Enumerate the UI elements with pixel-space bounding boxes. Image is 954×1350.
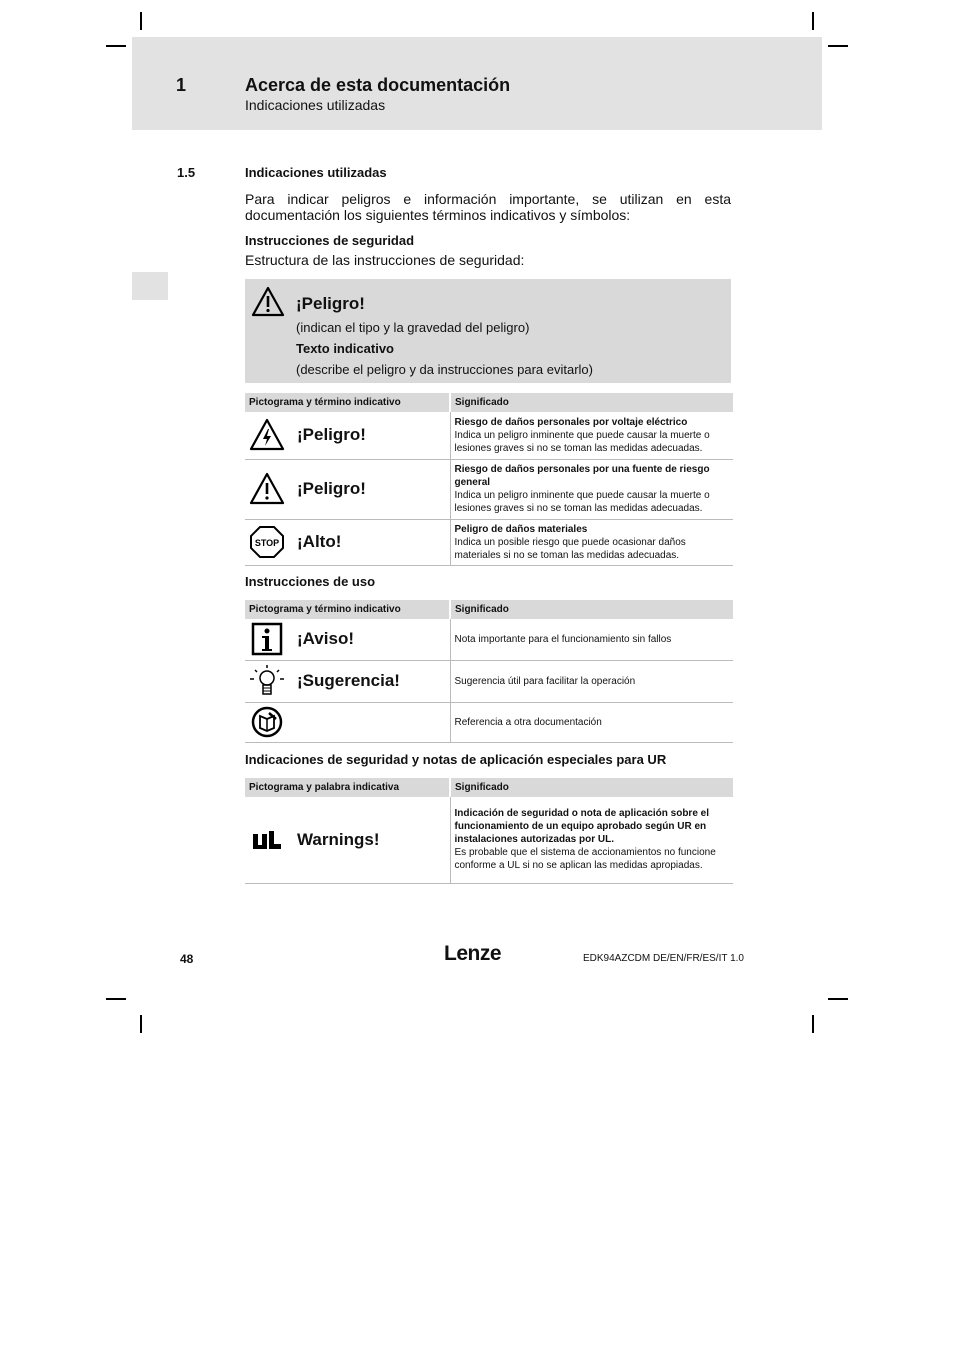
crop-mark [106,998,126,1000]
crop-mark [106,45,126,47]
table-row [245,412,733,459]
crop-mark [828,998,848,1000]
section-number: 1.5 [177,165,196,180]
meaning-text: Es probable que el sistema de accionamientos no funcione conforme a UL si no se aplican las medidas apropiadas. [454,847,716,872]
danger-line-3: (describe el peligro y da instrucciones para evitarlo) [296,362,593,377]
pictogram-label: ¡Peligro! [297,479,366,498]
table-row [245,702,733,742]
crop-mark [828,45,848,47]
pictogram-label: ¡Sugerencia! [297,671,400,690]
chapter-title: Acerca de esta documentación [245,75,511,95]
meaning-text: Indica un posible riesgo que puede ocasionar daños materiales si no se toman las medidas adecuadas. [454,536,686,561]
crop-mark [140,12,142,30]
danger-line-1: (indican el tipo y la gravedad del peligro) [296,320,530,335]
electric-hazard-icon [249,418,285,452]
table-header-meaning: Significado [450,778,733,797]
safety-structure-text: Estructura de las instrucciones de seguridad: [245,252,525,268]
meaning-text: Indica un peligro inminente que puede causar la muerte o lesiones graves si no se toman las medidas adecuadas. [454,429,710,454]
lightbulb-icon [249,664,285,698]
info-icon [249,622,285,656]
reference-book-icon [249,705,285,739]
table-header-pictogram: Pictograma y palabra indicativa [245,778,450,797]
general-hazard-icon [249,472,285,506]
ur-heading: Indicaciones de seguridad y notas de aplicación especiales para UR [245,752,667,767]
document-id: EDK94AZCDM DE/EN/FR/ES/IT 1.0 [583,953,744,964]
table-row [245,660,733,702]
chapter-subtitle: Indicaciones utilizadas [245,97,386,113]
safety-pictogram-table [245,393,733,566]
table-header-pictogram: Pictograma y término indicativo [245,393,450,412]
table-row [245,519,733,565]
meaning-title: Indicación de seguridad o nota de aplicación sobre el funcionamiento de un equipo aprobado según UR en instalaciones autorizadas por UL. [454,808,710,846]
warning-triangle-icon [251,286,285,318]
page-number: 48 [180,952,194,966]
meaning-text: Nota importante para el funcionamiento sin fallos [454,633,672,645]
side-tab [132,272,168,300]
table-header-pictogram: Pictograma y término indicativo [245,600,450,619]
table-row [245,797,733,883]
pictogram-label: ¡Peligro! [297,425,366,445]
stop-sign-text: STOP [254,538,280,548]
meaning-text: Referencia a otra documentación [454,716,602,728]
ul-mark-icon [249,823,285,857]
table-header-meaning: Significado [450,600,733,619]
meaning-title: Riesgo de daños personales por una fuente de riesgo general [454,464,710,488]
danger-title: ¡Peligro! [296,294,365,313]
meaning-title: Peligro de daños materiales [454,523,588,535]
safety-heading: Instrucciones de seguridad [245,233,415,248]
crop-mark [812,12,814,30]
table-row [245,619,733,660]
meaning-text: Sugerencia útil para facilitar la operación [454,675,636,687]
usage-pictogram-table [245,600,733,743]
danger-line-2: Texto indicativo [296,341,394,356]
table-row [245,459,733,519]
pictogram-label: ¡Aviso! [297,629,354,649]
chapter-number: 1 [176,75,187,95]
crop-mark [812,1015,814,1033]
stop-sign-icon [249,525,285,559]
lenze-logo: Lenze [444,942,502,965]
usage-heading: Instrucciones de uso [245,574,376,589]
meaning-text: Indica un peligro inminente que puede causar la muerte o lesiones graves si no se toman las medidas adecuadas. [454,490,710,514]
crop-mark [140,1015,142,1033]
table-header-meaning: Significado [450,393,733,412]
ur-pictogram-table [245,778,733,884]
section-title: Indicaciones utilizadas [245,165,387,180]
danger-structure-box [245,279,731,383]
intro-paragraph: Para indicar peligros e información importante, se utilizan en esta documentación los siguientes términos indicativos y símbolos: [245,191,731,223]
pictogram-label: ¡Alto! [297,532,342,551]
meaning-title: Riesgo de daños personales por voltaje eléctrico [454,416,688,428]
pictogram-label: Warnings! [297,829,380,849]
